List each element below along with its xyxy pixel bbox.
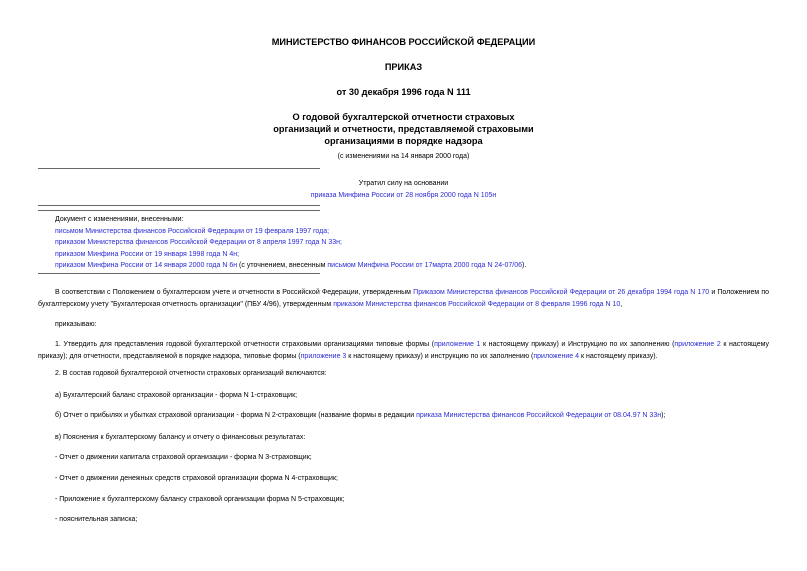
reference-link[interactable]: приказа Министерства финансов Российской Федерации от 08.04.97 N 33н (416, 412, 662, 419)
change-link[interactable]: приказом Министерства финансов Российской Федерации от 8 апреля 1997 года N 33н; (55, 239, 342, 247)
ministry-heading: МИНИСТЕРСТВО ФИНАНСОВ РОССИЙСКОЙ ФЕДЕРАЦИИ (271, 37, 536, 47)
list-item-dash: - пояснительная записка; (55, 516, 138, 523)
title-line: организаций и отчетности, представляемой страховыми (273, 124, 534, 134)
change-item-last (55, 260, 526, 272)
list-item-a: а) Бухгалтерский баланс страховой организации - форма N 1-страховщик; (55, 392, 298, 399)
change-link[interactable]: письмом Минфина России от 17марта 2000 года N 24-07/06 (327, 262, 522, 270)
status-link[interactable]: приказа Минфина России от 28 ноября 2000 года N 105н (310, 192, 497, 199)
change-text: (с уточнением, внесенным (237, 262, 328, 270)
paragraph-text: 1. Утвердить для представления годовой бухгалтерской отчетности страховыми организациями типовые формы ( (55, 341, 435, 348)
paragraph-text: к настоящему приказу). (579, 352, 658, 360)
change-link[interactable]: приказом Минфина России от 19 января 1998 года N 4н; (55, 250, 240, 258)
change-link[interactable]: приказом Минфина России от 14 января 2000 года N 6н (55, 262, 238, 270)
paragraph-text: В соответствии с Положением о бухгалтерском учете и отчетности в Российской Федерации, утвержденным (55, 289, 414, 296)
list-item-b (55, 412, 665, 419)
changes-list (55, 214, 526, 272)
appendix-link[interactable]: приложение 1 (434, 341, 481, 348)
title-line: О годовой бухгалтерской отчетности страховых (292, 112, 515, 122)
order-word: приказываю: (55, 321, 97, 328)
divider (38, 273, 320, 274)
divider (38, 168, 320, 169)
paragraph-text: , (620, 300, 623, 308)
appendix-link[interactable]: приложение 3 (300, 352, 347, 360)
paragraph-item-1 (38, 339, 769, 362)
amended-note: (с изменениями на 14 января 2000 года) (337, 153, 470, 160)
reference-link[interactable]: приказом Министерства финансов Российской Федерации от 8 февраля 1996 года N 10 (333, 300, 621, 308)
paragraph-text: к настоящему приказу); для отчетности, представляемой в порядке надзора, типовые формы ( (38, 341, 770, 360)
reference-link[interactable]: Приказом Министерства финансов Российской Федерации от 26 декабря 1994 года N 170 (413, 289, 710, 296)
change-text: ). (521, 262, 527, 270)
divider (38, 205, 320, 206)
paragraph-text: к настоящему приказу) и Инструкцию по их заполнению ( (480, 341, 675, 348)
title-line: организациями в порядке надзора (324, 136, 483, 146)
list-item-v: в) Пояснения к бухгалтерскому балансу и отчету о финансовых результатах: (55, 434, 306, 441)
divider (38, 210, 320, 211)
list-item-dash: - Приложение к бухгалтерскому балансу страховой организации форма N 5-страховщик; (55, 496, 345, 503)
paragraph-text: и Положением по бухгалтерскому учету "Бухгалтерская отчетность организации" (ПБУ 4/96), утвержденным (38, 289, 770, 308)
appendix-link[interactable]: приложение 4 (533, 352, 580, 360)
doc-type-heading: ПРИКАЗ (384, 62, 423, 72)
change-link[interactable]: письмом Министерства финансов Российской Федерации от 19 февраля 1997 года; (55, 227, 330, 235)
paragraph-text: ); (661, 412, 666, 419)
paragraph-preamble (38, 287, 769, 310)
paragraph-item-2: 2. В состав годовой бухгалтерской отчетности страховых организаций включаются: (55, 370, 327, 377)
date-number-heading: от 30 декабря 1996 года N 111 (336, 87, 471, 97)
paragraph-text: б) Отчет о прибылях и убытках страховой организации - форма N 2-страховщик (название формы в редакции (55, 412, 417, 419)
appendix-link[interactable]: приложение 2 (674, 341, 721, 348)
changes-heading: Документ с изменениями, внесенными: (55, 216, 184, 223)
document-title (0, 111, 807, 147)
list-item-dash: - Отчет о движении капитала страховой организации - форма N 3-страховщик; (55, 454, 312, 461)
status-line: Утратил силу на основании (358, 180, 449, 187)
paragraph-text: к настоящему приказу) и инструкцию по их заполнению ( (346, 352, 534, 360)
list-item-dash: - Отчет о движении денежных средств страховой организации форма N 4-страховщик; (55, 475, 338, 482)
